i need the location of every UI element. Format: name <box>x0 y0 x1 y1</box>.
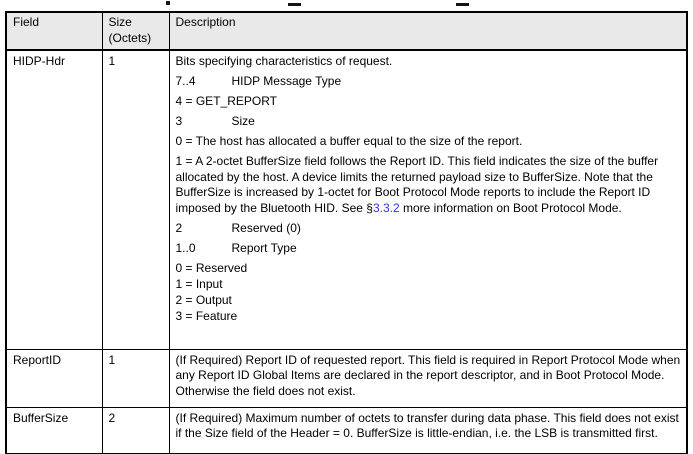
value-line: 2 = Output <box>175 292 232 307</box>
field-cell: HIDP-Hdr <box>6 50 102 349</box>
size-cell: 1 <box>102 349 169 407</box>
cropped-heading-fragment <box>166 1 170 5</box>
value-line: 0 = Reserved <box>175 260 248 275</box>
description-line: 0 = The host has allocated a buffer equal to the size of the report. <box>175 134 523 148</box>
size-cell: 2 <box>102 407 169 454</box>
description-line: Bits specifying characteristics of request. <box>175 54 393 68</box>
description-cell <box>169 349 687 407</box>
bit-field-line <box>176 114 683 130</box>
bit-label: Reserved (0) <box>231 220 301 235</box>
description-paragraph <box>176 154 683 216</box>
value-line: 3 = Feature <box>175 308 238 323</box>
column-header-size: Size (Octets) <box>102 12 169 50</box>
size-cell: 1 <box>102 50 169 349</box>
description-text: 1 = A 2-octet BufferSize field follows the Report ID. This field indicates the size of the buffer allocated by the host. A device limits the returned payload size to BufferSize. Note that the BufferSize is increased by 1-octet for Boot Protocol Mode reports to include the Report ID imposed by the Bluetooth HID. See § <box>175 154 659 215</box>
bit-label: HIDP Message Type <box>231 74 342 88</box>
bit-field-line <box>176 241 683 257</box>
field-cell: ReportID <box>6 349 102 407</box>
table-header-row <box>6 12 687 50</box>
bit-field-line <box>176 74 683 90</box>
bit-range: 1..0 <box>175 240 196 255</box>
bit-range: 3 <box>175 114 183 128</box>
field-description-table <box>5 11 688 454</box>
field-cell: BufferSize <box>6 407 102 454</box>
bit-range: 2 <box>175 220 183 235</box>
table-row-reportid <box>6 349 687 407</box>
section-link[interactable]: 3.3.2 <box>372 200 400 215</box>
value-line: 1 = Input <box>175 276 223 291</box>
column-header-description: Description <box>169 12 687 50</box>
table-row-hidp-hdr <box>6 50 687 349</box>
column-header-field: Field <box>6 12 102 50</box>
description-paragraph: (If Required) Maximum number of octets to transfer during data phase. This field does not exist if the Size field of the Header = 0. BufferSize is little-endian, i.e. the LSB is transmitted first. <box>175 410 679 440</box>
description-line: 4 = GET_REPORT <box>175 94 277 108</box>
bit-range: 7..4 <box>175 74 196 88</box>
bit-label: Size <box>231 114 255 128</box>
cropped-heading-fragment <box>456 3 469 6</box>
bit-field-line <box>176 221 683 237</box>
cropped-heading-fragment <box>288 3 301 6</box>
description-paragraph: (If Required) Report ID of requested report. This field is required in Report Protocol Mode when any Report ID Global Items are declared in the report descriptor, and in Boot Protocol Mode. Otherwise the field does not exist. <box>175 352 681 398</box>
description-cell <box>169 407 687 454</box>
bit-label: Report Type <box>231 240 297 255</box>
table-row-buffersize <box>6 407 687 454</box>
description-cell <box>169 50 687 349</box>
description-text: more information on Boot Protocol Mode. <box>399 200 622 215</box>
